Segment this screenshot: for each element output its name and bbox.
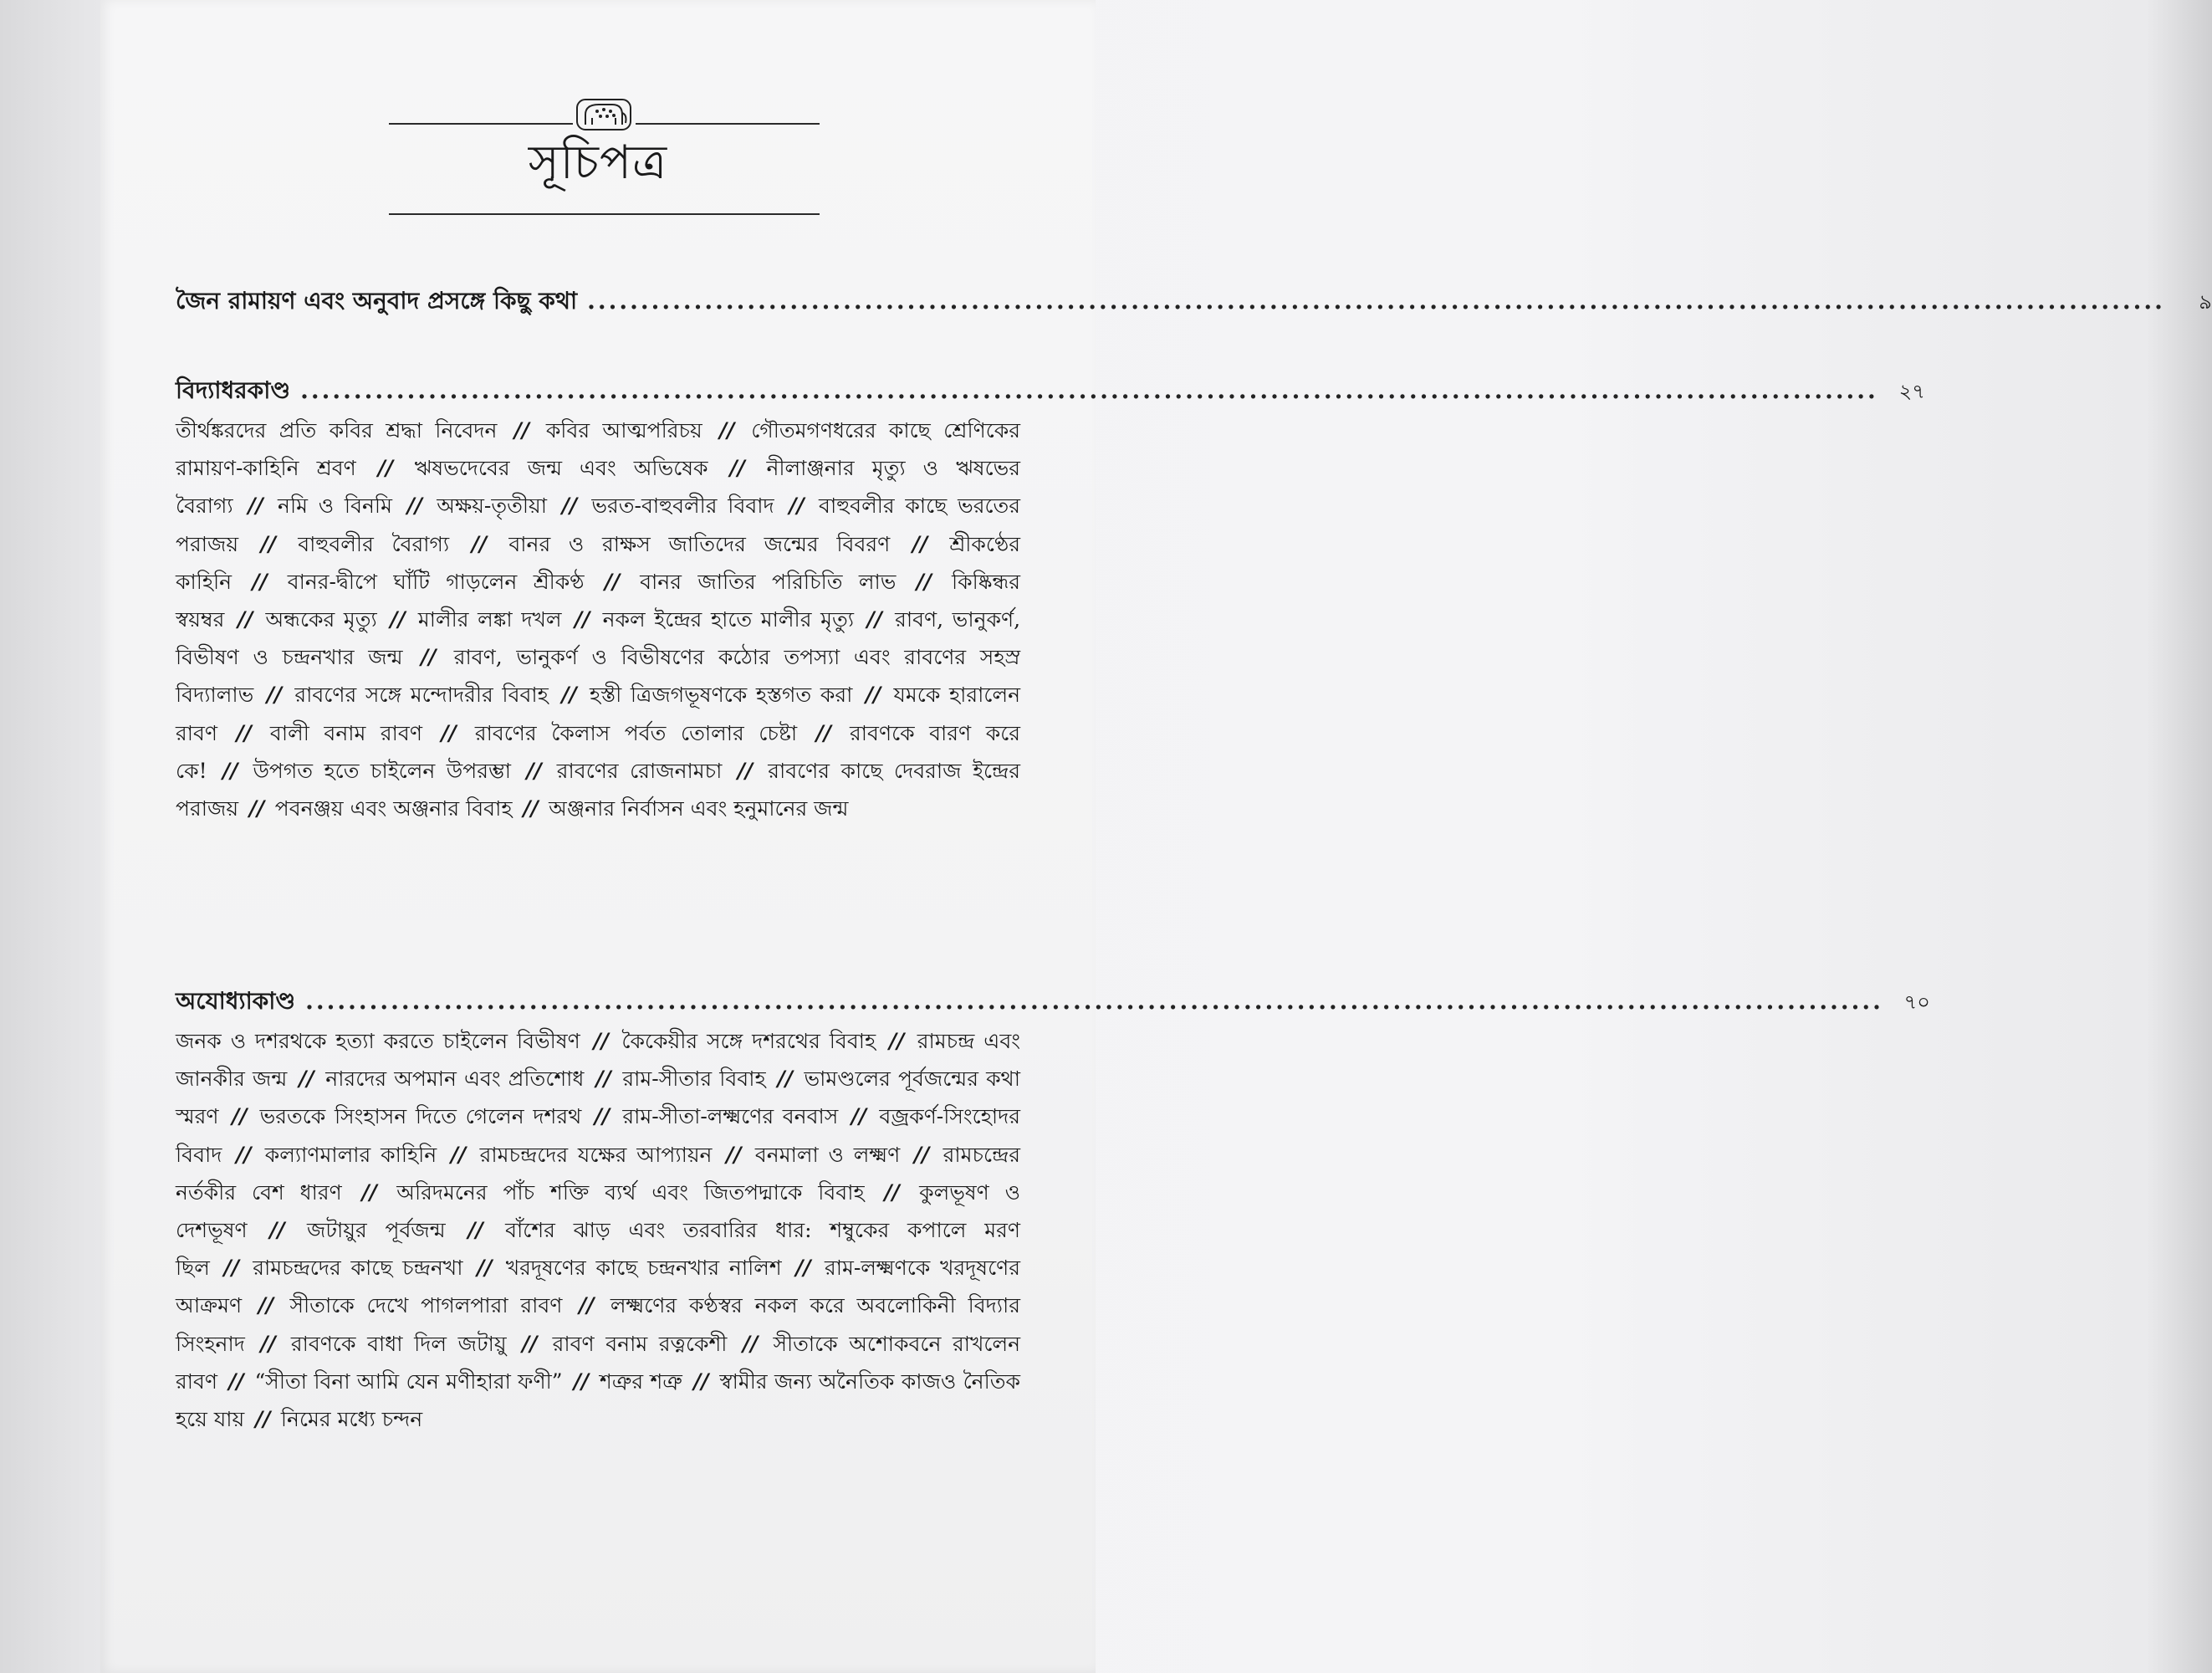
item-separator: // [587,569,637,594]
toc-item: খরদূষণের কাছে চন্দ্রনখার নালিশ [505,1256,782,1281]
elephant-emblem-icon [574,95,634,135]
item-separator: // [550,494,589,519]
book-page [100,0,2212,1673]
toc-item: রামচন্দ্রদের কাছে চন্দ্রনখা [253,1256,463,1281]
item-separator: // [777,494,816,519]
item-separator: // [725,758,765,783]
toc-item: কল্যাণমালার কাহিনি [264,1142,437,1167]
toc-item: রাবণের কৈলাস পর্বত তোলার চেষ্টা [474,720,798,745]
item-separator: // [452,531,506,556]
toc-item: পবনঞ্জয় এবং অঞ্জনার বিবাহ [274,796,513,821]
toc-item: সীতাকে দেখে পাগলপারা রাবণ [289,1293,563,1318]
item-separator: // [395,494,434,519]
item-separator: // [448,1218,503,1243]
toc-item: বাহুবলীর বৈরাগ্য [298,531,450,556]
item-separator: // [856,607,892,632]
item-separator: // [222,1104,257,1129]
item-separator: // [345,1179,394,1205]
toc-item: বালী বনাম রাবণ [269,720,422,745]
item-separator: // [730,1331,770,1356]
toc-item: স্বামীর জন্য অনৈতিক কাজও নৈতিক হয়ে যায় [176,1369,1021,1432]
toc-item: “সীতা বিনা আমি যেন মণীহারা ফণী” [254,1369,563,1394]
toc-entry-ayodhya-kanda [176,983,1930,1438]
item-separator: // [583,1029,619,1053]
toc-entry-contents [176,412,1020,827]
item-separator: // [425,720,472,745]
header-rule-bottom [389,213,820,215]
item-separator: // [380,607,415,632]
item-separator: // [565,1293,607,1318]
toc-item: বানর ও রাক্ষস জাতিদের জন্মের বিবরণ [508,531,891,556]
toc-item: লক্ষ্মণের কণ্ঠস্বর নকল করে অবলোকিনী বিদ্যার সিংহনাদ [176,1293,1021,1356]
toc-entry-intro [176,283,2212,320]
toc-item: অন্ধকের মৃত্যু [265,607,377,632]
toc-item: রাবণ বনাম রত্নকেশী [552,1331,728,1356]
item-separator: // [587,1067,620,1092]
header-rule-left [389,123,573,125]
item-separator: // [257,683,292,708]
item-separator: // [514,758,554,783]
toc-entry-title: অযোধ্যাকাণ্ড [176,987,296,1015]
item-separator: // [440,1142,477,1167]
toc-item: অরিদমনের পাঁচ শক্তি ব্যর্থ এবং জিতপদ্মাকে বিবাহ [396,1179,865,1205]
page-title: সূচিপত্র [528,136,668,190]
toc-item: রাবণের কাছে দেবরাজ ইন্দ্রের পরাজয় [176,758,1021,821]
item-separator: // [245,1293,287,1318]
item-separator: // [466,1256,503,1281]
toc-item: রাম-লক্ষ্মণকে খরদূষণের আক্রমণ [176,1256,1021,1318]
toc-page-number: ৭০ [1903,990,1930,1014]
toc-item: নিমের মধ্যে চন্দন [280,1407,423,1432]
toc-item: রাম-সীতা-লক্ষ্মণের বনবাস [622,1104,839,1129]
toc-item: রাবণকে বাধা দিল জটায়ু [290,1331,507,1356]
toc-item: রাবণ, ভানুকর্ণ, বিভীষণ ও চন্দ্রনখার জন্ম [176,607,1021,670]
item-separator: // [705,418,748,443]
item-separator: // [711,456,764,481]
item-separator: // [406,645,451,670]
item-separator: // [893,531,947,556]
toc-item: ভামণ্ডলের পূর্বজন্মের কথা স্মরণ [176,1067,1020,1129]
dot-leader: .................................................................................................................................................... [300,376,1878,404]
item-separator: // [500,418,543,443]
toc-item: নমি ও বিনমি [278,494,392,519]
toc-item: রাবণের সঙ্গে মন্দোদরীর বিবাহ [294,683,549,708]
toc-entry-title: বিদ্যাধরকাণ্ড [176,376,291,404]
item-separator: // [903,1142,940,1167]
toc-page-number: ৯ [2199,290,2212,314]
toc-item: কিষ্কিন্ধর স্বয়ম্বর [176,569,1021,632]
item-separator: // [509,1331,549,1356]
item-separator: // [685,1369,717,1394]
item-separator: // [515,796,546,821]
toc-entry-heading [176,983,1930,1021]
toc-item: রামচন্দ্র এবং জানকীর জন্ম [176,1029,1021,1092]
item-separator: // [248,1331,288,1356]
toc-item: কুলভূষণ ও দেশভূষণ [176,1179,1021,1243]
toc-item: জটায়ুর পূর্বজন্ম [307,1218,446,1243]
page-header [100,79,1096,222]
toc-item: অঞ্জনার নির্বাসন এবং হনুমানের জন্ম [549,796,849,821]
header-rule-right [636,123,820,125]
toc-item: জনক ও দশরথকে হত্যা করতে চাইলেন বিভীষণ [176,1029,580,1053]
toc-item: রামচন্দ্রের নর্তকীর বেশ ধারণ [176,1142,1021,1205]
item-separator: // [212,1256,250,1281]
item-separator: // [221,1369,252,1394]
toc-item: বনমালা ও লক্ষ্মণ [754,1142,901,1167]
item-separator: // [248,1407,278,1432]
item-separator: // [769,1067,801,1092]
item-separator: // [899,569,948,594]
toc-item: রাবণ, ভানুকর্ণ ও বিভীষণের কঠোর তপস্যা এবং রাবণের সহস্র বিদ্যালাভ [176,645,1020,708]
toc-item: রামচন্দ্রদের যক্ষের আপ্যায়ন [479,1142,713,1167]
toc-entry-contents [176,1022,1020,1438]
toc-item: নকল ইন্দ্রের হাতে মালীর মৃত্যু [602,607,854,632]
toc-item: উপগত হতে চাইলেন উপরম্ভা [253,758,512,783]
toc-item: বানর-দ্বীপে ঘাঁটি গাড়লেন শ্রীকণ্ঠ [287,569,585,594]
item-separator: // [359,456,411,481]
item-separator: // [564,607,600,632]
toc-page-number: ২৭ [1898,380,1925,403]
toc-item: বানর জাতির পরিচিতি লাভ [640,569,897,594]
item-separator: // [841,1104,876,1129]
item-separator: // [242,796,272,821]
toc-item: বাহুবলীর কাছে ভরতের পরাজয় [176,494,1021,556]
toc-item: যমকে হারালেন রাবণ [176,683,1021,745]
item-separator: // [236,494,275,519]
item-separator: // [221,720,267,745]
item-separator: // [585,1104,620,1129]
toc-item: গৌতমগণধরের কাছে শ্রেণিকের রামায়ণ-কাহিনি শ্রবণ [176,418,1021,481]
toc-item: ভরতকে সিংহাসন দিতে গেলেন দশরথ [259,1104,582,1129]
dot-leader: .................................................................................................................................................... [587,287,2165,315]
item-separator: // [290,1067,323,1092]
toc-item: বাঁশের ঝাড় এবং তরবারির ধার: শম্বুকের কপালে মরণ ছিল [176,1218,1020,1281]
item-separator: // [784,1256,821,1281]
toc-item: নীলাঞ্জনার মৃত্যু ও ঋষভের বৈরাগ্য [176,456,1020,519]
item-separator: // [210,758,250,783]
toc-item: অক্ষয়-তৃতীয়া [437,494,548,519]
toc-item: হস্তী ত্রিজগভূষণকে হস্তগত করা [589,683,853,708]
item-separator: // [250,1218,304,1243]
item-separator: // [565,1369,596,1394]
toc-item: নারদের অপমান এবং প্রতিশোধ [325,1067,585,1092]
toc-item: রাম-সীতার বিবাহ [622,1067,766,1092]
toc-item: শ্রীকণ্ঠের কাহিনি [176,531,1021,594]
toc-item: রাবণকে বারণ করে কে! [176,720,1021,783]
item-separator: // [856,683,891,708]
toc-item: সীতাকে অশোকবনে রাখলেন রাবণ [176,1331,1021,1394]
toc-item: শত্রুর শত্রু [600,1369,682,1394]
toc-entry-vidyadhara-kanda [176,372,1925,827]
item-separator: // [551,683,586,708]
toc-item: কবির আত্মপরিচয় [545,418,702,443]
item-separator: // [225,1142,262,1167]
toc-entry-heading [176,283,2212,320]
toc-entry-heading [176,372,1925,410]
toc-item: ভরত-বাহুবলীর বিবাদ [591,494,774,519]
toc-item: কৈকেয়ীর সঙ্গে দশরথের বিবাহ [621,1029,876,1053]
item-separator: // [242,531,295,556]
toc-item: মালীর লঙ্কা দখল [417,607,562,632]
toc-item: রাবণের রোজনামচা [556,758,723,783]
item-separator: // [867,1179,917,1205]
toc-item: ঋষভদেবের জন্ম এবং অভিষেক [414,456,708,481]
toc-item: বজ্রকর্ণ-সিংহোদর বিবাদ [176,1104,1020,1167]
dot-leader: .................................................................................................................................................... [305,987,1883,1015]
item-separator: // [879,1029,914,1053]
item-separator: // [227,607,263,632]
item-separator: // [800,720,847,745]
toc-item: তীর্থঙ্করদের প্রতি কবির শ্রদ্ধা নিবেদন [176,418,498,443]
item-separator: // [235,569,284,594]
toc-entry-title: জৈন রামায়ণ এবং অনুবাদ প্রসঙ্গে কিছু কথা [176,287,578,315]
item-separator: // [715,1142,752,1167]
